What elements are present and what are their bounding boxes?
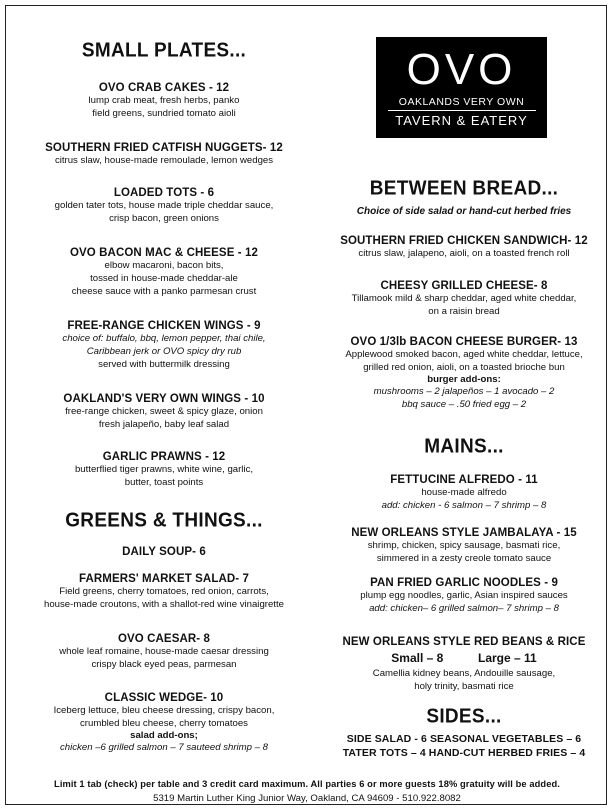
menu-item [14,247,314,298]
item-desc: simmered in a zesty creole tomato sauce [376,553,552,564]
item-desc: Tillamook mild & sharp cheddar, aged white cheddar, [351,293,577,304]
footer-address: 5319 Martin Luther King Junior Way, Oakland, CA 94609 - 510.922.8082 [153,793,461,804]
menu-item [14,451,314,489]
menu-item [14,187,314,225]
sides-heading: SIDES... [426,705,502,728]
item-desc: whole leaf romaine, house-made caesar dressing [59,646,269,657]
logo-tagline: OAKLANDS VERY OWN [398,96,525,108]
menu-item [330,474,598,512]
item-desc: crumbled bleu cheese, cherry tomatoes [80,718,248,729]
burger-addons-label: burger add-ons: [427,374,501,385]
salad-addons-label: salad add-ons; [130,730,198,741]
logo-name: OVO [406,45,517,94]
item-desc: crispy black eyed peas, parmesan [91,659,237,670]
logo-subtitle: TAVERN & EATERY [395,113,528,128]
menu-item [330,336,598,411]
item-name: DAILY SOUP- 6 [122,546,206,558]
salad-addons: chicken –6 grilled salmon – 7 sauteed shrimp – 8 [60,742,268,753]
item-desc: Camellia kidney beans, Andouille sausage, [372,668,556,679]
item-desc: holy trinity, basmati rice [414,681,514,692]
burger-addons: mushrooms – 2 jalapeños – 1 avocado – 2 [373,386,555,397]
item-desc: Field greens, cherry tomatoes, red onion, carrots, [59,586,269,597]
mains-heading: MAINS... [424,435,504,458]
item-name: OAKLAND'S VERY OWN WINGS - 10 [63,393,265,405]
size-large: Large – 11 [478,651,537,665]
item-desc: citrus slaw, jalapeno, aioli, on a toasted french roll [358,248,570,259]
menu-item [14,82,314,120]
item-desc: butterflied tiger prawns, white wine, garlic, [74,464,254,475]
item-desc: served with buttermilk dressing [98,359,230,370]
menu-item [14,320,314,371]
item-name: CHEESY GRILLED CHEESE- 8 [380,280,548,292]
item-desc: house-made croutons, with a shallot-red wine vinaigrette [44,599,284,610]
menu-item [14,142,314,167]
item-desc: citrus slaw, house-made remoulade, lemon wedges [54,155,274,166]
item-name: CLASSIC WEDGE- 10 [104,692,224,704]
item-desc: Applewood smoked bacon, aged white cheddar, lettuce, [345,349,583,360]
item-name: OVO CRAB CAKES - 12 [98,82,230,94]
item-name: SOUTHERN FRIED CHICKEN SANDWICH- 12 [340,235,588,247]
menu-item [14,393,314,431]
sides-row: TATER TOTS – 4 HAND-CUT HERBED FRIES – 4 [342,747,586,759]
item-name: NEW ORLEANS STYLE JAMBALAYA - 15 [351,527,577,539]
between-bread-subheading: Choice of side salad or hand-cut herbed fries [356,206,572,217]
menu-item [330,527,598,565]
item-name: LOADED TOTS - 6 [113,187,215,199]
item-name: SOUTHERN FRIED CATFISH NUGGETS- 12 [45,142,283,154]
item-desc: Iceberg lettuce, bleu cheese dressing, crispy bacon, [53,705,275,716]
item-name: OVO CAESAR- 8 [117,633,211,645]
menu-item [14,692,314,754]
logo-divider [388,110,536,111]
item-name: NEW ORLEANS STYLE RED BEANS & RICE [342,636,586,648]
size-small: Small – 8 [391,651,444,665]
ovo-logo [376,37,547,138]
menu-item [14,573,314,611]
menu-item [330,235,598,260]
item-name: GARLIC PRAWNS - 12 [102,451,226,463]
item-name: OVO BACON MAC & CHEESE - 12 [69,247,258,259]
greens-heading: GREENS & THINGS... [65,509,263,532]
item-desc: golden tater tots, house made triple cheddar sauce, [54,200,274,211]
item-name: PAN FRIED GARLIC NOODLES - 9 [370,577,558,589]
item-name: FARMERS' MARKET SALAD- 7 [79,573,249,585]
item-desc: tossed in house-made cheddar-ale [90,273,238,284]
item-desc: crisp bacon, green onions [109,213,219,224]
between-bread-heading: BETWEEN BREAD... [369,177,559,200]
item-desc: choice of: buffalo, bbq, lemon pepper, thai chile, [62,333,266,344]
item-desc: fresh jalapeño, baby leaf salad [98,419,230,430]
menu-item [330,636,598,693]
item-desc: shrimp, chicken, spicy sausage, basmati rice, [367,540,561,551]
sides-row: SIDE SALAD - 6 SEASONAL VEGETABLES – 6 [346,733,582,745]
small-plates-heading: SMALL PLATES... [81,39,247,62]
item-desc: house-made alfredo [421,487,507,498]
item-desc: cheese sauce with a panko parmesan crust [71,286,257,297]
item-addons: add: chicken– 6 grilled salmon– 7 shrimp – 8 [369,603,559,614]
item-name: FETTUCINE ALFREDO - 11 [390,474,538,486]
item-desc: grilled red onion, aioli, on a toasted brioche bun [363,362,565,373]
menu-item [330,280,598,318]
item-name: FREE-RANGE CHICKEN WINGS - 9 [67,320,261,332]
item-desc: Caribbean jerk or OVO spicy dry rub [86,346,242,357]
item-desc: lump crab meat, fresh herbs, panko [88,95,240,106]
menu-item [14,546,314,558]
menu-item [14,633,314,671]
item-desc: butter, toast points [124,477,204,488]
item-desc: field greens, sundried tomato aioli [92,108,236,119]
item-name: OVO 1/3lb BACON CHEESE BURGER- 13 [350,336,578,348]
item-addons: add: chicken - 6 salmon – 7 shrimp – 8 [381,500,547,511]
footer-policy: Limit 1 tab (check) per table and 3 credit card maximum. All parties 6 or more guests 18% gratuity will be added. [54,779,560,789]
item-desc: plump egg noodles, garlic, Asian inspired sauces [360,590,568,601]
item-desc: elbow macaroni, bacon bits, [104,260,224,271]
burger-addons: bbq sauce – .50 fried egg – 2 [401,399,527,410]
item-desc: free-range chicken, sweet & spicy glaze, onion [65,406,263,417]
red-beans-sizes [330,651,598,665]
menu-item [330,577,598,615]
item-desc: on a raisin bread [428,306,500,317]
